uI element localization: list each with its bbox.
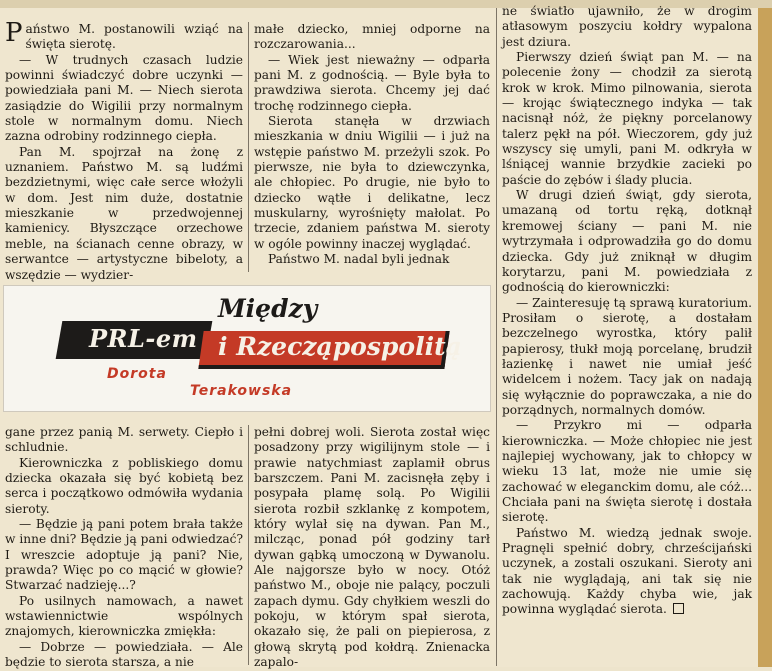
- end-of-article-mark: [673, 603, 684, 614]
- paragraph: — Będzie ją pani potem brała także w inne dni? Będzie ją pani odwiedzać? I wreszcie adoptuje ją pani? Nie, prawda? Więc po co mącić w głowie? Stwarzać nadzieję...?: [5, 517, 243, 593]
- column-2: [254, 22, 490, 268]
- paragraph: Państwo M. wiedzą jednak swoje. Pragnęli spełnić dobry, chrześcijański uczynek, a zostali oszukani. Sieroty ani tak nie wyglądają, ani tak się nie zachowują. Każdy chyba wie, jak powinna wyglądać sierota.: [502, 525, 752, 617]
- paragraph: — Zainteresuję tą sprawą kuratorium. Prosiłam o sierotę, a dostałam bezczelnego wyrostka, który palił papierosy, tłukł moją porcelanę, brudził łazienkę i nawet nie umiał jeść widelcem i nożem. Tacy jak on nadają się wyłącznie do poprawczaka, a nie do porządnych, normalnych domów.: [502, 295, 752, 417]
- paragraph: małe dziecko, mniej odporne na rozczarowania...: [254, 22, 490, 52]
- column-3: [502, 4, 752, 618]
- paragraph: Pan M. spojrzał na żonę z uznaniem. Państwo M. są ludźmi bezdzietnymi, więc całe serce włożyli w dom. Jest nim duże, dostatnie mieszkanie w przedwojennej kamienicy. Błyszczące orzechowe meble, na ścianach cenne obrazy, w serwantce — artystyczne bibeloty, a wszędzie — wydzier-: [5, 144, 243, 282]
- paragraph: Państwo M. postanowili wziąć na święta sierotę.: [5, 18, 243, 52]
- drop-cap: P: [5, 18, 23, 48]
- paragraph: Kierowniczka z pobliskiego domu dziecka okazała się być kobietą bez serca i początkowo odmówiła wydania sieroty.: [5, 455, 243, 516]
- author-first-name: Dorota: [107, 366, 167, 382]
- column-1: [5, 18, 243, 283]
- paragraph: — Dobrze — powiedziała. — Ale będzie to sierota starsza, a nie: [5, 639, 243, 670]
- column-5: [254, 425, 490, 671]
- author-last-name: Terakowska: [190, 383, 293, 399]
- title-part-miedzy: Między: [218, 294, 318, 323]
- column-divider: [248, 425, 249, 665]
- paragraph: ne światło ujawniło, że w drogim atłasowym poszyciu kołdry wypalona jest dziura.: [502, 4, 752, 49]
- column-4: [5, 425, 243, 671]
- paragraph: gane przez panią M. serwety. Ciepło i schludnie.: [5, 425, 243, 455]
- article-title-banner: [3, 285, 491, 412]
- column-divider: [496, 8, 497, 666]
- title-part-prl: PRL-em: [89, 324, 198, 353]
- paragraph: — Przykro mi — odparła kierowniczka. — Może chłopiec nie jest najlepiej wychowany, jak to chłopcy w wieku 13 lat, może nie umie się zachować w eleganckim domu, ale cóż... Chciała pani na święta sierotę i dostała sierotę.: [502, 418, 752, 525]
- paragraph: Pierwszy dzień świąt pan M. — na polecenie żony — chodził za sierotą krok w krok. Mimo pilnowania, sierota — krojąc świątecznego indyka — tak nacisnął nóż, że piękny porcelanowy talerz pękł na pół. Wieczorem, gdy już wszyscy się umyli, pani M. odkryła w lśniącej wannie brzydkie zacieki po paście do zębów i ślady plucia.: [502, 50, 752, 187]
- paragraph: Sierota stanęła w drzwiach mieszkania w dniu Wigilii — i już na wstępie państwo M. przeżyli szok. Po pierwsze, nie była to dziewczynka, ale chłopiec. Po drugie, nie było to dziecko wątłe i delikatne, lecz muskularny, wyrośnięty małolat. Po trzecie, zdaniem państwa M. sieroty w ogóle powinny inaczej wyglądać.: [254, 114, 490, 251]
- title-part-rzeczpospolita: i Rzecząpospolitą: [218, 332, 462, 361]
- paragraph: pełni dobrej woli. Sierota został więc posadzony przy wigilijnym stole — i prawie natychmiast zaplamił obrus barszczem. Pani M. zacisnęła zęby i posypała plamę solą. Po Wigilii sierota rozbił szklankę z kompotem, który wylał się na dywan. Pan M., milcząc, ponad pół godziny tarł dywan gąbką umoczoną w Dywanolu. Ale najgorsze było w nocy. Otóż państwo M., oboje nie palący, poczuli zapach dymu. Gdy chyłkiem weszli do pokoju, w którym spał sierota, okazało się, że pali on piepierosa, z głową skrytą pod kołdrą. Znienacka zapalo-: [254, 425, 490, 670]
- paragraph: — Wiek jest nieważny — odparła pani M. z godnością. — Byle była to prawdziwa sierota. Chcemy jej dać trochę rodzinnego ciepła.: [254, 52, 490, 113]
- paragraph: Po usilnych namowach, a nawet wstawiennictwie wspólnych znajomych, kierowniczka zmiękła:: [5, 593, 243, 639]
- paragraph: W drugi dzień świąt, gdy sierota, umazaną od tortu ręką, dotknął kremowej ściany — pani M. nie wytrzymała i odprowadziła go do domu dziecka. Gdy już zniknął w długim korytarzu, pani M. powiedziała z godnością do kierowniczki:: [502, 188, 752, 295]
- column-divider: [248, 22, 249, 272]
- paragraph: — W trudnych czasach ludzie powinni świadczyć dobre uczynki — powiedziała pani M. — Niech sierota zasiądzie do Wigilii przy normalnym stole w normalnym domu. Niech zazna odrobiny rodzinnego ciepła.: [5, 52, 243, 144]
- paragraph: Państwo M. nadal byli jednak: [268, 252, 450, 267]
